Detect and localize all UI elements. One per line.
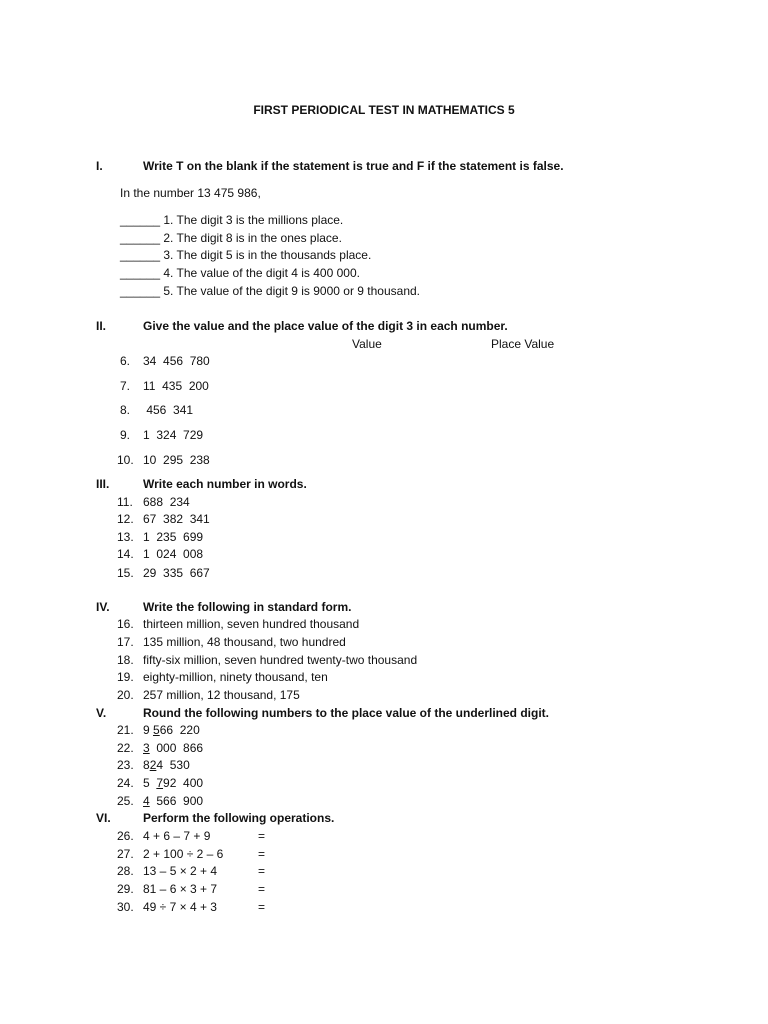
item-12-number: 12. [117,512,134,526]
item-19-number: 19. [117,670,134,684]
underlined-digit: 3 [143,741,150,755]
item-10-number: 10. [117,453,134,467]
underlined-digit: 5 [153,723,160,737]
item-29-equals: = [258,882,266,896]
item-18-text: fifty-six million, seven hundred twenty-two thousand [143,653,418,667]
true-false-item-4: ______ 4. The value of the digit 4 is 400 000. [120,266,360,280]
item-16-number: 16. [117,617,134,631]
item-9-number: 9. [120,428,131,442]
item-17-number: 17. [117,635,134,649]
page-title: FIRST PERIODICAL TEST IN MATHEMATICS 5 [253,103,515,117]
item-22-number: 22. [117,741,134,755]
item-16-text: thirteen million, seven hundred thousand [143,617,360,631]
item-21-text: 9 566 220 [143,723,200,737]
item-14-text: 1 024 008 [143,547,204,561]
section-6-numeral: VI. [96,811,111,825]
item-29-number: 29. [117,882,134,896]
item-30-number: 30. [117,900,134,914]
section-2-heading: Give the value and the place value of the digit 3 in each number. [143,319,508,333]
true-false-item-5: ______ 5. The value of the digit 9 is 9000 or 9 thousand. [120,284,420,298]
section-5-numeral: V. [96,706,107,720]
item-25-number: 25. [117,794,134,808]
section-1-intro: In the number 13 475 986, [120,186,261,200]
item-26-number: 26. [117,829,134,843]
item-6-text: 34 456 780 [143,354,210,368]
item-26-expression: 4 + 6 – 7 + 9 [143,829,211,843]
section-4-heading: Write the following in standard form. [143,600,352,614]
item-18-number: 18. [117,653,134,667]
item-13-number: 13. [117,530,134,544]
item-28-equals: = [258,864,266,878]
item-28-number: 28. [117,864,134,878]
section-3-numeral: III. [96,477,110,491]
item-20-number: 20. [117,688,134,702]
item-7-text: 11 435 200 [143,379,209,393]
item-15-number: 15. [117,566,134,580]
section-5-heading: Round the following numbers to the place value of the underlined digit. [143,706,550,720]
underlined-digit: 7 [156,776,164,790]
item-30-expression: 49 ÷ 7 × 4 + 3 [143,900,217,914]
item-20-text: 257 million, 12 thousand, 175 [143,688,300,702]
item-26-equals: = [258,829,266,843]
item-12-text: 67 382 341 [143,512,210,526]
true-false-item-2: ______ 2. The digit 8 is in the ones place. [120,231,342,245]
item-30-equals: = [258,900,266,914]
true-false-item-1: ______ 1. The digit 3 is the millions place. [120,213,344,227]
item-14-number: 14. [117,547,134,561]
true-false-item-3: ______ 3. The digit 5 is in the thousands place. [120,248,372,262]
value-column-header: Value [352,337,382,351]
item-25-text: 4 566 900 [143,794,204,808]
underlined-digit: 2 [149,758,157,772]
item-24-text: 5 792 400 [143,776,204,790]
item-13-text: 1 235 699 [143,530,204,544]
section-1-numeral: I. [96,159,103,173]
item-22-text: 3 000 866 [143,741,204,755]
item-19-text: eighty-million, ninety thousand, ten [143,670,328,684]
item-8-text: 456 341 [143,403,194,417]
item-21-number: 21. [117,723,134,737]
item-23-text: 824 530 [143,758,190,772]
item-11-text: 688 234 [143,495,190,509]
item-6-number: 6. [120,354,131,368]
item-27-number: 27. [117,847,134,861]
item-24-number: 24. [117,776,134,790]
section-4-numeral: IV. [96,600,110,614]
item-7-number: 7. [120,379,131,393]
item-10-text: 10 295 238 [143,453,210,467]
underlined-digit: 4 [143,794,150,808]
section-3-heading: Write each number in words. [143,477,307,491]
section-1-heading: Write T on the blank if the statement is true and F if the statement is false. [143,159,564,173]
item-17-text: 135 million, 48 thousand, two hundred [143,635,346,649]
item-11-number: 11. [117,495,133,509]
item-27-equals: = [258,847,266,861]
item-15-text: 29 335 667 [143,566,210,580]
item-27-expression: 2 + 100 ÷ 2 – 6 [143,847,224,861]
item-8-number: 8. [120,403,131,417]
item-9-text: 1 324 729 [143,428,204,442]
section-2-numeral: II. [96,319,107,333]
item-23-number: 23. [117,758,134,772]
item-29-expression: 81 – 6 × 3 + 7 [143,882,218,896]
place-value-column-header: Place Value [491,337,555,351]
item-28-expression: 13 – 5 × 2 + 4 [143,864,218,878]
section-6-heading: Perform the following operations. [143,811,335,825]
